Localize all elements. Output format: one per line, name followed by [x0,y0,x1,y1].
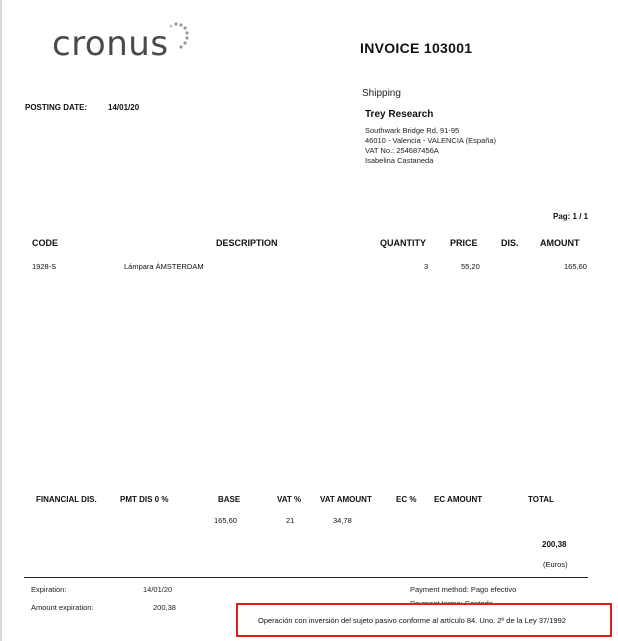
amount-expiration-value: 200,38 [153,603,176,612]
column-header-quantity: QUANTITY [380,238,426,248]
shipping-vat-number: VAT No.: 254687456A [365,146,439,155]
summary-header-base: BASE [218,495,241,504]
summary-header-total: TOTAL [528,495,554,504]
invoice-total: 200,38 [542,540,567,549]
currency-label: (Euros) [543,560,568,569]
row-code: 1928-S [32,262,57,271]
summary-header-vat-amount: VAT AMOUNT [320,495,372,504]
shipping-customer-name: Trey Research [365,109,434,120]
invoice-title: INVOICE 103001 [360,40,473,56]
summary-header-payment-discount: PMT DIS 0 % [120,495,169,504]
shipping-label: Shipping [362,88,401,99]
row-amount: 165,60 [564,262,587,271]
column-header-amount: AMOUNT [540,238,580,248]
shipping-address-line: 46010 - Valencia - VALENCIA (España) [365,136,497,145]
summary-vat-amount-value: 34,78 [333,516,352,525]
page-left-edge [0,0,2,641]
amount-expiration-label: Amount expiration: [31,603,94,612]
summary-header-financial-discount: FINANCIAL DIS. [36,495,97,504]
legal-notice-highlight [236,603,612,637]
column-header-code: CODE [32,238,59,248]
page-number: Pag: 1 / 1 [553,212,589,221]
posting-date-value: 14/01/20 [108,103,140,112]
expiration-label: Expiration: [31,585,67,594]
row-price: 55,20 [461,262,480,271]
row-quantity: 3 [424,262,429,271]
summary-header-vat-percent: VAT % [277,495,302,504]
summary-vat-percent-value: 21 [286,516,295,525]
posting-date-label: POSTING DATE: [25,103,88,112]
summary-base-value: 165,60 [214,516,237,525]
payment-method: Payment method: Pago efectivo [410,585,517,594]
shipping-address-line: Southwark Bridge Rd, 91-95 [365,126,460,135]
column-header-description: DESCRIPTION [216,238,278,248]
footer-divider [24,577,588,578]
logo-wordmark: cronus [52,24,169,64]
column-header-discount: DIS. [501,238,519,248]
logo-dots-icon [160,20,190,56]
row-description: Lámpara ÁMSTERDAM [124,262,204,271]
expiration-value: 14/01/20 [143,585,173,594]
shipping-contact: Isabelina Castaneda [365,156,434,165]
summary-header-ec-amount: EC AMOUNT [434,495,483,504]
summary-header-ec-percent: EC % [396,495,417,504]
legal-notice-text: Operación con inversión del sujeto pasivo conforme al artículo 84. Uno. 2º de la Ley 37/1992 [258,616,566,625]
column-header-price: PRICE [450,238,478,248]
